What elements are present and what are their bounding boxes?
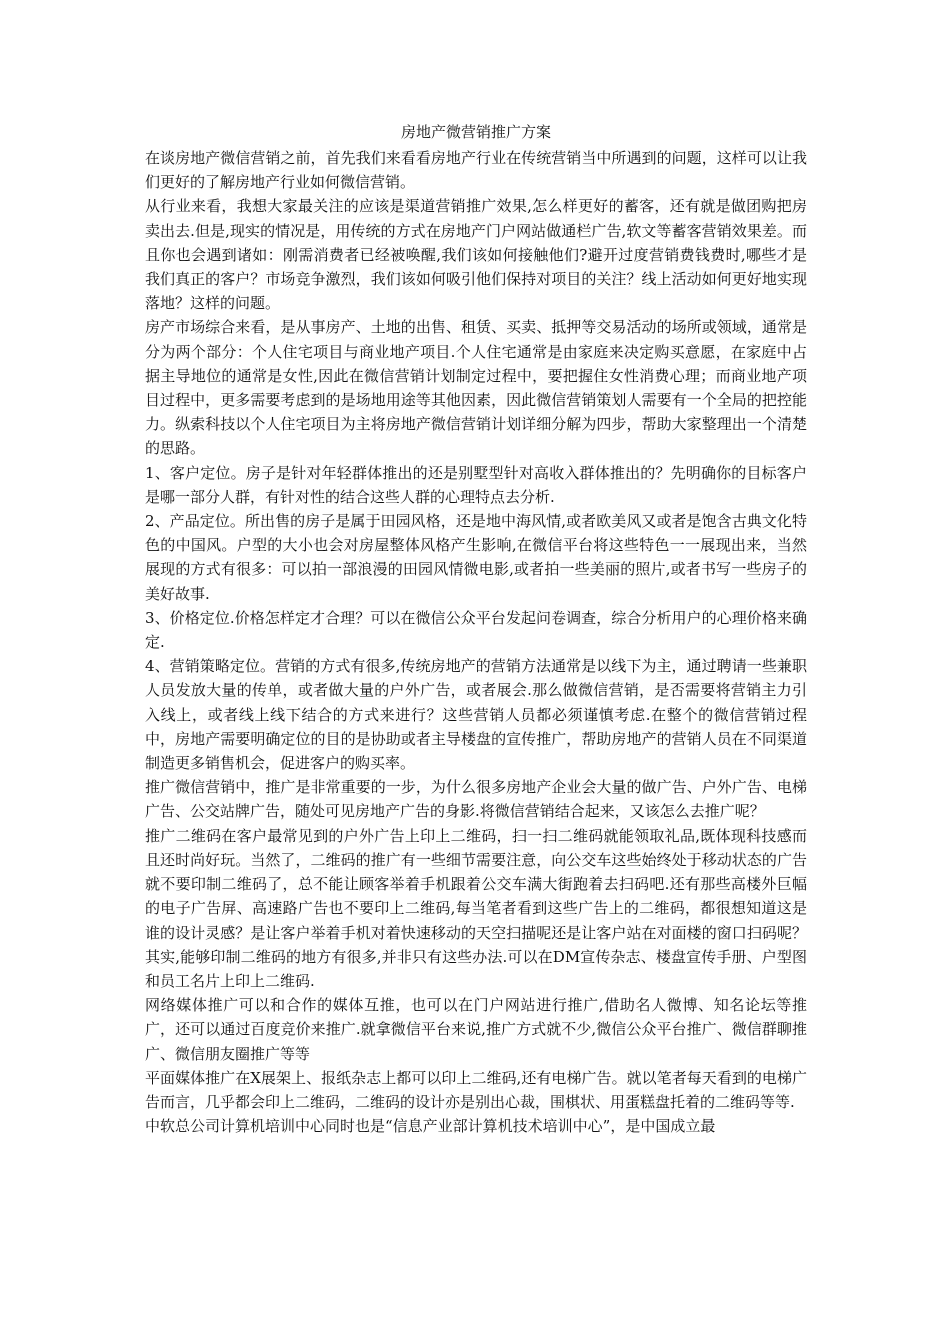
paragraph-print-media: 平面媒体推广在X展架上、报纸杂志上都可以印上二维码,还有电梯广告。就以笔者每天看到的电梯广告而言，几乎都会印上二维码，二维码的设计亦是别出心裁，围棋状、用蛋糕盘托着的二维码等等. (145, 1068, 807, 1111)
paragraph-qrcode: 推广二维码在客户最常见到的户外广告上印上二维码，扫一扫二维码就能领取礼品,既体现科技感而且还时尚好玩。当然了，二维码的推广有一些细节需要注意，向公交车这些始终处于移动状态的广告就不要印制二维码了，总不能让顾客举着手机跟着公交车满大街跑着去扫码吧.还有那些高楼外巨幅的电子广告屏、高速路广告也不要印上二维码,每当笔者看到这些广告上的二维码，都很想知道这是谁的设计灵感？是让客户举着手机对着快速移动的天空扫描呢还是让客户站在对面楼的窗口扫码呢？其实,能够印制二维码的地方有很多,并非只有这些办法.可以在DM宣传杂志、楼盘宣传手册、户型图和员工名片上印上二维码. (145, 826, 807, 990)
paragraph-step-4: 4、营销策略定位。营销的方式有很多,传统房地产的营销方法通常是以线下为主，通过聘请一些兼职人员发放大量的传单，或者做大量的户外广告，或者展会.那么做微信营销，是否需要将营销主力引入线上，或者线上线下结合的方式来进行？这些营销人员都必须谨慎考虑.在整个的微信营销过程中，房地产需要明确定位的目的是协助或者主导楼盘的宣传推广，帮助房地产的营销人员在不同渠道制造更多销售机会，促进客户的购买率。 (145, 657, 807, 773)
paragraph-intro: 在谈房地产微信营销之前，首先我们来看看房地产行业在传统营销当中所遇到的问题，这样可以让我们更好的了解房地产行业如何微信营销。 (145, 149, 807, 192)
paragraph-promotion: 推广微信营销中，推广是非常重要的一步，为什么很多房地产企业会大量的做广告、户外广告、电梯广告、公交站牌广告，随处可见房地产广告的身影.将微信营销结合起来，又该怎么去推广呢？ (145, 778, 807, 821)
document-title: 房地产微营销推广方案 (400, 123, 551, 141)
paragraph-industry: 从行业来看，我想大家最关注的应该是渠道营销推广效果,怎么样更好的蓄客，还有就是做团购把房卖出去.但是,现实的情况是，用传统的方式在房地产门户网站做通栏广告,软文等蓄客营销效果差。而且你也会遇到诸如：刚需消费者已经被唤醒,我们该如何接触他们?避开过度营销费钱费时,哪些才是我们真正的客户？市场竞争激烈，我们该如何吸引他们保持对项目的关注？线上活动如何更好地实现落地？这样的问题。 (145, 197, 807, 313)
paragraph-step-2: 2、产品定位。所出售的房子是属于田园风格，还是地中海风情,或者欧美风又或者是饱含古典文化特色的中国风。户型的大小也会对房屋整体风格产生影响,在微信平台将这些特色一一展现出来，当然展现的方式有很多：可以拍一部浪漫的田园风情微电影,或者拍一些美丽的照片,或者书写一些房子的美好故事. (145, 512, 807, 603)
document-page (145, 120, 807, 1138)
paragraph-training-center: 中软总公司计算机培训中心同时也是“信息产业部计算机技术培训中心”，是中国成立最 (145, 1117, 716, 1136)
paragraph-step-3: 3、价格定位.价格怎样定才合理？可以在微信公众平台发起问卷调查，综合分析用户的心理价格来确定. (145, 608, 807, 652)
paragraph-market: 房产市场综合来看，是从事房产、土地的出售、租赁、买卖、抵押等交易活动的场所或领域，通常是分为两个部分：个人住宅项目与商业地产项目.个人住宅通常是由家庭来决定购买意愿，在家庭中占据主导地位的通常是女性,因此在微信营销计划制定过程中，要把握住女性消费心理；而商业地产项目过程中，更多需要考虑到的是场地用途等其他因素，因此微信营销策划人需要有一个全局的把控能力。纵索科技以个人住宅项目为主将房地产微信营销计划详细分解为四步，帮助大家整理出一个清楚的思路。 (145, 318, 807, 458)
paragraph-step-1: 1、客户定位。房子是针对年轻群体推出的还是别墅型针对高收入群体推出的？先明确你的目标客户是哪一部分人群，有针对性的结合这些人群的心理特点去分析. (145, 463, 807, 506)
paragraph-online-media: 网络媒体推广可以和合作的媒体互推，也可以在门户网站进行推广,借助名人微博、知名论坛等推广，还可以通过百度竞价来推广.就拿微信平台来说,推广方式就不少,微信公众平台推广、微信群聊推广、微信朋友圈推广等等 (145, 996, 807, 1063)
